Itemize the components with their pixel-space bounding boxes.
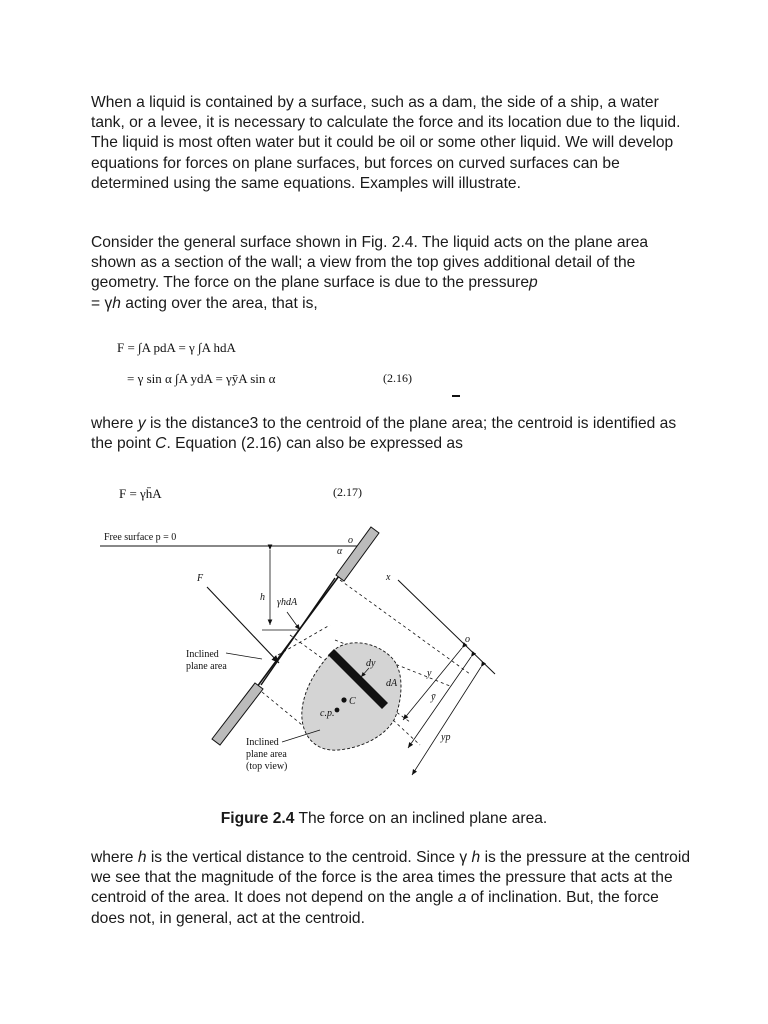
F-label: F (197, 573, 204, 584)
equation-2-16-number: (2.16) (383, 371, 412, 385)
conclusion-paragraph (91, 848, 691, 929)
p4-var-a: a (457, 889, 467, 907)
wall-upper-section (336, 527, 379, 581)
p4-var-h: h (137, 849, 147, 866)
ghda-arrow (287, 612, 300, 630)
alpha-label: α (337, 546, 343, 557)
p3-var-C: C (155, 435, 167, 453)
dA-label: dA (386, 678, 398, 689)
yp-dimension (412, 667, 481, 775)
top-view-label-1: Inclined (246, 737, 279, 748)
p4-var-h2: h (471, 849, 481, 866)
p4-text-b: is the vertical distance to the centroid. Since γ (146, 849, 472, 866)
centroid-label: C (349, 696, 356, 707)
centroid-point (341, 697, 346, 702)
origin-o-top: o (348, 535, 353, 546)
x-axis-line (398, 580, 495, 674)
equation-2-16-line2: = γ sin α ∫A ydA = γȳA sin α (127, 371, 276, 386)
p2-var-h: h (112, 294, 121, 312)
inclined-plane-leader (226, 653, 262, 659)
p4-text-a: where (91, 849, 138, 866)
wall-lower-section (212, 683, 263, 745)
x-label: x (386, 572, 391, 583)
top-view-label-2: plane area (246, 749, 287, 760)
origin-o-right: o (465, 634, 470, 645)
equation-2-16-line1: F = ∫A pdA = γ ∫A hdA (117, 340, 236, 355)
intro-paragraph: When a liquid is contained by a surface, such as a dam, the side of a ship, a water tank, or a levee, it is necessary to calculate the force and its location due to the liquid. The liquid is most often water but it could be oil or some other liquid. We will develop equations for forces on plane surfaces, but forces on curved surfaces can be determined using the same equations. Examples will illustrate. (91, 94, 681, 192)
inclined-plane-label-1: Inclined (186, 649, 219, 660)
free-surface-label: Free surface p = 0 (104, 532, 177, 543)
cp-point (335, 708, 340, 713)
p4-text-d: of inclination. But, the force does not, in general, act at the centroid. (91, 889, 659, 927)
figure-caption (0, 810, 768, 828)
y-dimension (403, 648, 462, 720)
p2-var-p: p (529, 274, 538, 292)
p2-text-c: acting over the area, that is, (120, 294, 318, 312)
top-view-label-3: (top view) (246, 761, 288, 772)
inclined-plane-label-2: plane area (186, 661, 227, 672)
equation-2-17: F = γh̄A (119, 486, 162, 501)
ghda-label: γhdA (277, 597, 298, 608)
dy-label: dy (366, 658, 376, 669)
equation-2-17-number: (2.17) (333, 485, 362, 499)
h-label: h (260, 592, 265, 603)
p3-text-a: where (91, 415, 138, 432)
y-label: y (427, 668, 432, 679)
p2-text-a: Consider the general surface shown in Fig. 2.4. The liquid acts on the plane area shown as a section of the wall; a view from the top gives additional detail of the geometry. The force on the plane surface is due to the pressure (91, 234, 649, 292)
p2-text-b: = γ (91, 294, 113, 312)
p3-var-y: y (137, 415, 146, 432)
ybar-label: ȳ (431, 692, 436, 703)
p3-text-b: is the distance3 to the centroid of the plane area; the centroid is identified as the point (91, 415, 677, 453)
caption-text: The force on an inclined plane area. (294, 810, 548, 827)
caption-bold: Figure 2.4 (220, 810, 295, 827)
yp-label: yp (441, 732, 451, 743)
p4-text-c: is the pressure at the centroid we see that the magnitude of the force is the area times the pressure that acts at the centroid of the area. It does not depend on the angle (91, 849, 690, 907)
cp-label: c.p. (320, 708, 335, 719)
p3-text-c: . Equation (2.16) can also be expressed as (166, 435, 463, 453)
